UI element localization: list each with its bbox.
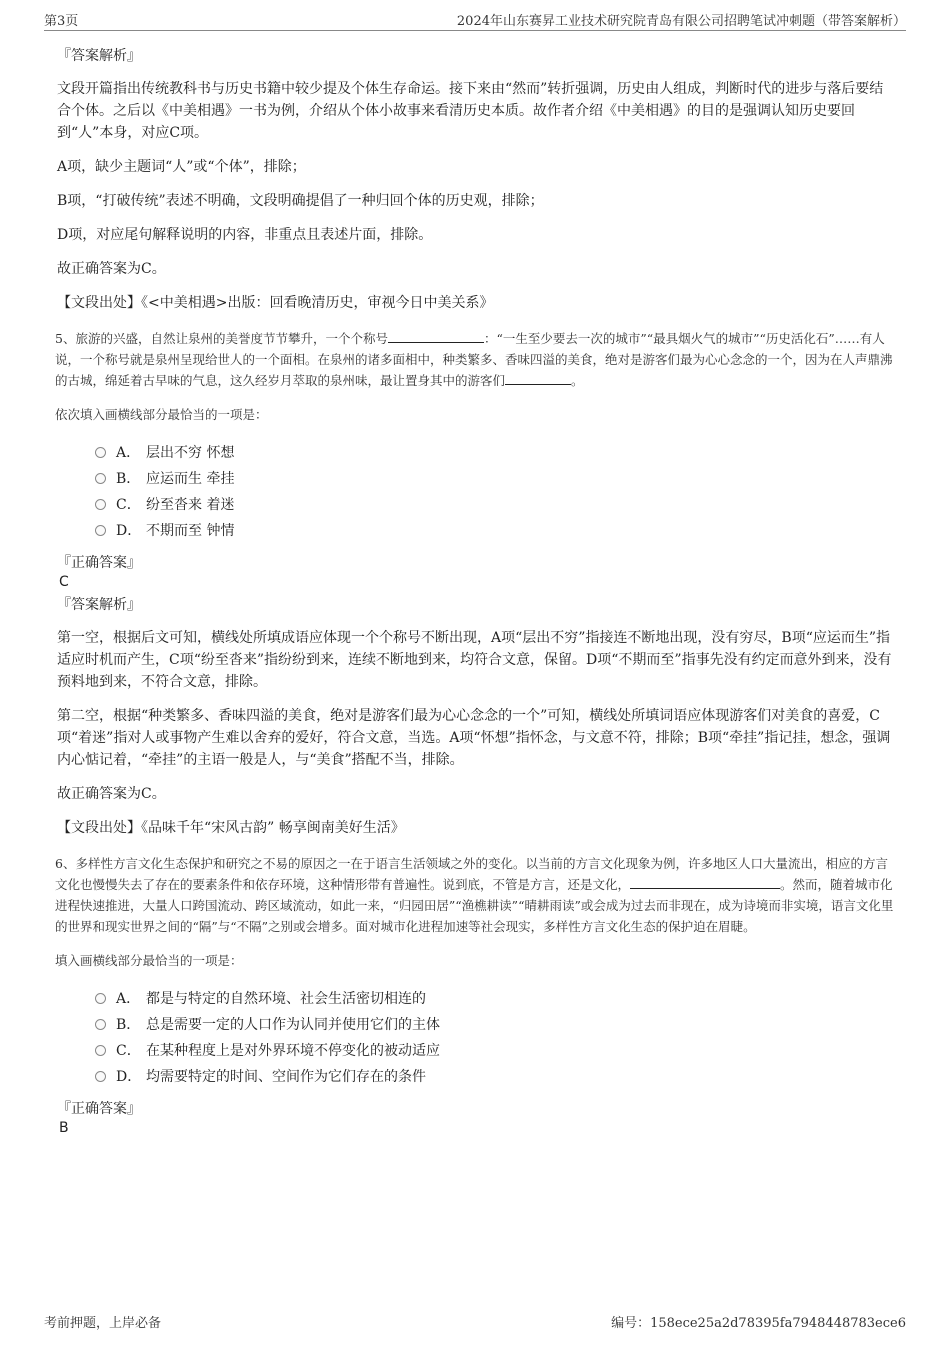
option-a[interactable]: A． 层出不穷 怀想 [95,439,897,465]
analysis-paragraph-2: 第二空，根据“种类繁多、香味四溢的美食，绝对是游客们最为心心念念的一个”可知，横线处所填词语应体现游客们对美食的喜爱，C项“着迷”指对人或事物产生难以舍弃的爱好，符合文意，当选。A项“怀想”指怀念，与文意不符，排除；B项“牵挂”指记挂，想念，强调内心惦记着，“牵挂”的主语一般是人，与“美食”搭配不当，排除。 [57,708,891,768]
option-a[interactable]: A． 都是与特定的自然环境、社会生活密切相连的 [95,985,897,1011]
question-5-stem: 5、旅游的兴盛，自然让泉州的美誉度节节攀升，一个个称号 ：“一生至少要去一次的城市”“最具烟火气的城市”“历史活化石”……有人说，一个称号就是泉州呈现给世人的一个面相。在泉州的诸多面相中，种类繁多、香味四溢的美食，绝对是游客们最为心心念念的一个，因为在人声鼎沸的古城，绵延着古早味的气息，这久经岁月萃取的泉州味，最让置身其中的游客们 。 [55,331,893,388]
page-footer [44,1312,906,1331]
question-5-prompt: 依次填入画横线部分最恰当的一项是： [55,407,268,422]
document-id: 编号：158ece25a2d78395fa7948448783ece6 [611,1316,906,1331]
analysis-label: 『答案解析』 [57,48,141,64]
radio-icon[interactable] [95,1071,106,1082]
radio-icon[interactable] [95,447,106,458]
analysis-conclusion: 故正确答案为C。 [57,786,166,802]
question-5-options [95,439,897,543]
correct-answer: B [59,1120,69,1136]
page-header [44,8,906,31]
passage-source: 【文段出处】《<中美相遇>出版：回看晚清历史，审视今日中美关系》 [57,295,494,311]
page-content [57,46,897,1141]
fill-blank [505,372,571,385]
radio-icon[interactable] [95,993,106,1004]
radio-icon[interactable] [95,1019,106,1030]
radio-icon[interactable] [95,525,106,536]
option-b[interactable]: B． 总是需要一定的人口作为认同并使用它们的主体 [95,1011,897,1037]
correct-answer: C [59,574,69,590]
passage-source: 【文段出处】《品味千年“宋风古韵” 畅享闽南美好生活》 [57,820,405,836]
option-c[interactable]: C． 在某种程度上是对外界环境不停变化的被动适应 [95,1037,897,1063]
radio-icon[interactable] [95,499,106,510]
correct-answer-label: 『正确答案』 [57,1101,141,1117]
analysis-option-d: D项，对应尾句解释说明的内容，非重点且表述片面，排除。 [57,227,433,243]
footer-slogan: 考前押题，上岸必备 [44,1316,162,1331]
analysis-option-a: A项，缺少主题词“人”或“个体”，排除； [57,159,306,175]
question-6-options [95,985,897,1089]
document-title: 2024年山东赛昇工业技术研究院青岛有限公司招聘笔试冲刺题（带答案解析） [456,14,906,29]
analysis-option-b: B项，“打破传统”表述不明确，文段明确提倡了一种归回个体的历史观，排除； [57,193,544,209]
analysis-paragraph: 文段开篇指出传统教科书与历史书籍中较少提及个体生存命运。接下来由“然而”转折强调，历史由人组成，判断时代的进步与落后要结合个体。之后以《中美相遇》一书为例，介绍从个体小故事来看清历史本质。故作者介绍《中美相遇》的目的是强调认知历史要回到“人”本身，对应C项。 [57,81,884,141]
question-6-stem: 6、多样性方言文化生态保护和研究之不易的原因之一在于语言生活领域之外的变化。以当前的方言文化现象为例，许多地区人口大量流出，相应的方言文化也慢慢失去了存在的要素条件和依存环境，这种情形带有普遍性。说到底，不管是方言，还是文化， 。然而，随着城市化进程快速推进，大量人口跨国流动、跨区域流动，如此一来，“归园田居”“渔樵耕读”“晴耕雨读”或会成为过去而非现在，成为诗境而非实境，语言文化里的世界和现实世界之间的“隔”与“不隔”之别或会增多。面对城市化进程加速等社会现实，多样性方言文化生态的保护迫在眉睫。 [55,856,894,934]
option-b[interactable]: B． 应运而生 牵挂 [95,465,897,491]
radio-icon[interactable] [95,1045,106,1056]
correct-answer-label: 『正确答案』 [57,555,141,571]
option-d[interactable]: D． 均需要特定的时间、空间作为它们存在的条件 [95,1063,897,1089]
fill-blank [630,876,780,889]
fill-blank [388,330,484,343]
question-6-prompt: 填入画横线部分最恰当的一项是： [55,953,243,968]
page-number: 第3页 [44,14,79,29]
analysis-conclusion: 故正确答案为C。 [57,261,166,277]
option-d[interactable]: D． 不期而至 钟情 [95,517,897,543]
option-c[interactable]: C． 纷至沓来 着迷 [95,491,897,517]
analysis-paragraph-1: 第一空，根据后文可知，横线处所填成语应体现一个个称号不断出现，A项“层出不穷”指接连不断地出现，没有穷尽，B项“应运而生”指适应时机而产生，C项“纷至沓来”指纷纷到来，连续不断地到来，均符合文意，保留。D项“不期而至”指事先没有约定而意外到来，没有预料地到来，不符合文意，排除。 [57,630,892,690]
radio-icon[interactable] [95,473,106,484]
analysis-label: 『答案解析』 [57,597,141,613]
